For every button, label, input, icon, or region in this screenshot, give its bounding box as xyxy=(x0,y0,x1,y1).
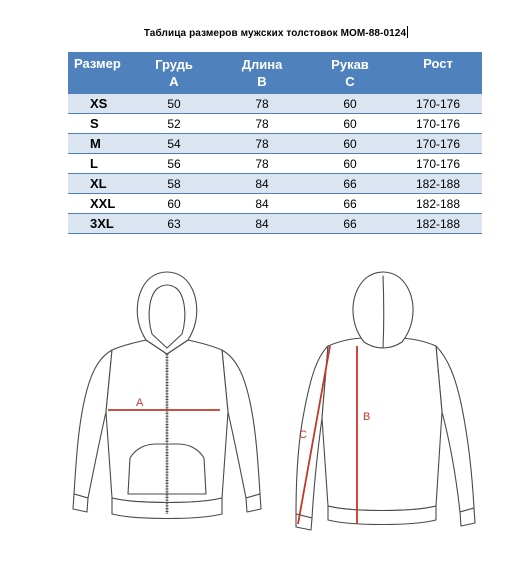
length-cell: 78 xyxy=(218,94,306,114)
length-cell: 78 xyxy=(218,114,306,134)
label-a: A xyxy=(136,397,144,409)
header-length-label: Длина xyxy=(241,56,283,72)
page-title xyxy=(0,26,512,39)
chest-cell: 60 xyxy=(130,194,218,214)
sleeve-cell: 60 xyxy=(306,134,394,154)
header-sleeve-label: Рукав xyxy=(331,56,369,72)
size-cell: 3XL xyxy=(68,214,130,234)
table-row xyxy=(68,134,482,154)
height-cell: 170-176 xyxy=(394,94,482,114)
height-cell: 182-188 xyxy=(394,174,482,194)
sleeve-cell: 60 xyxy=(306,94,394,114)
header-height xyxy=(394,52,482,94)
length-cell: 84 xyxy=(218,194,306,214)
length-cell: 78 xyxy=(218,134,306,154)
size-cell: L xyxy=(68,154,130,174)
hoodie-back-drawing xyxy=(296,272,475,530)
height-cell: 170-176 xyxy=(394,114,482,134)
header-length xyxy=(218,52,306,94)
header-length-sub: B xyxy=(257,73,267,89)
header-sleeve xyxy=(306,52,394,94)
chest-cell: 50 xyxy=(130,94,218,114)
height-cell: 182-188 xyxy=(394,214,482,234)
label-c: C xyxy=(299,429,307,441)
sleeve-cell: 66 xyxy=(306,174,394,194)
chest-cell: 54 xyxy=(130,134,218,154)
header-sleeve-sub: C xyxy=(345,73,355,89)
chest-cell: 56 xyxy=(130,154,218,174)
table-row xyxy=(68,114,482,134)
size-table-header xyxy=(68,52,482,94)
sleeve-cell: 60 xyxy=(306,114,394,134)
label-b: B xyxy=(363,411,371,423)
text-cursor xyxy=(407,26,408,38)
sleeve-cell: 66 xyxy=(306,214,394,234)
header-chest xyxy=(130,52,218,94)
length-cell: 84 xyxy=(218,174,306,194)
header-chest-label: Грудь xyxy=(155,56,193,72)
size-cell: XXL xyxy=(68,194,130,214)
table-row xyxy=(68,94,482,114)
chest-cell: 58 xyxy=(130,174,218,194)
length-cell: 84 xyxy=(218,214,306,234)
chest-cell: 52 xyxy=(130,114,218,134)
table-row xyxy=(68,154,482,174)
height-cell: 170-176 xyxy=(394,154,482,174)
size-cell: S xyxy=(68,114,130,134)
sleeve-cell: 66 xyxy=(306,194,394,214)
sleeve-cell: 60 xyxy=(306,154,394,174)
header-height-label: Рост xyxy=(423,56,453,71)
size-cell: XS xyxy=(68,94,130,114)
height-cell: 182-188 xyxy=(394,194,482,214)
page-title-text: Таблица размеров мужских толстовок MOM-88-0124 xyxy=(143,28,407,39)
header-chest-sub: A xyxy=(169,73,179,89)
hoodie-diagram xyxy=(0,262,512,569)
size-cell: XL xyxy=(68,174,130,194)
size-table xyxy=(68,52,482,234)
table-row xyxy=(68,194,482,214)
length-cell: 78 xyxy=(218,154,306,174)
size-cell: M xyxy=(68,134,130,154)
size-table-body xyxy=(68,94,482,234)
table-row xyxy=(68,174,482,194)
chest-cell: 63 xyxy=(130,214,218,234)
height-cell: 170-176 xyxy=(394,134,482,154)
header-size xyxy=(68,52,130,94)
header-size-label: Размер xyxy=(74,56,121,71)
table-row xyxy=(68,214,482,234)
